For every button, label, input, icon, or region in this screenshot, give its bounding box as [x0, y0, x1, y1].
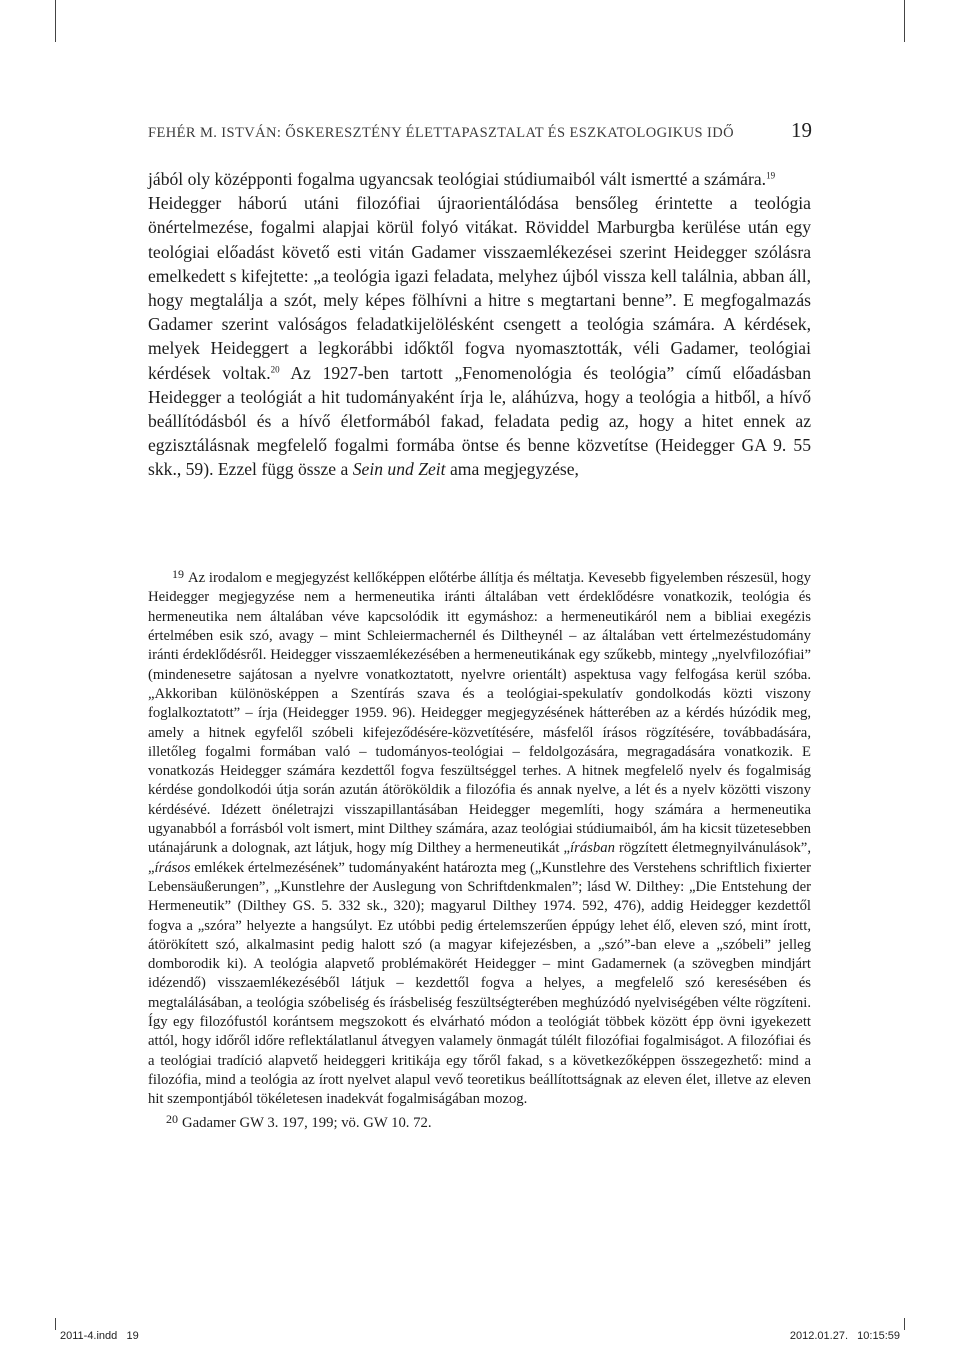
crop-mark-bottom-left — [55, 1318, 56, 1330]
footnote-19-text-b: rögzített életmegnyilvánulások”, „ — [148, 840, 811, 876]
footnote-20-number: 20 — [166, 1111, 178, 1126]
book-title-italic: Sein und Zeit — [352, 459, 446, 480]
footnote-19-italic-1: írásban — [570, 840, 615, 857]
footnote-19-number: 19 — [172, 567, 184, 581]
footnote-19-italic-2: írásos — [154, 859, 191, 876]
paragraph-2-text-c: ama megjegyzése, — [445, 459, 579, 480]
slug-timestamp: 2012.01.27. 10:15:59 — [789, 1330, 900, 1342]
paragraph-1 — [148, 167, 811, 191]
footnote-20 — [148, 1110, 811, 1133]
crop-mark-top-left — [55, 0, 56, 42]
slug-file: 2011-4.indd 19 — [60, 1330, 139, 1342]
footnote-19 — [148, 565, 811, 1110]
paragraph-2-text-a: Heidegger háború utáni filozófiai újraorientálódása bensőleg érintette a teológia önértelmezése, fogalmi alapjai körül folyó vitákat. Röviddel Marburgba kerülése után egy teológiai előadást követő esti vitán Gadamer visszaemlékezései szerint Heidegger szólásra emelkedett s kifejtette: „a teológia igazi feladata, melyhez újból vissza kell találnia, abban áll, hogy megtalálja a szót, mely képes fölhívni a hitre s megtartani benne”. E megfogalmazás Gadamer szerint valóságos feladatkijelölésként csengett a teológia számára. A kérdések, melyek Heideggert a legkorábbi időktől fogva nyomasztották, véli Gadamer, teológiai kérdések voltak. — [148, 193, 811, 383]
footnote-19-text-a: Az irodalom e megjegyzést kellőképpen előtérbe állítja és méltatja. Kevesebb figyelemben részesül, hogy Heidegger megjegyzése nem a hermeneutika iránti általában vett érdeklődésre vonatkozik, teológia és hermeneutika nem általában véve kapcsolódik itt egymáshoz: a hermeneutikáról nem a bibliai exegézis értelmében esik szó, avagy – mint Schleiermachernél és Diltheynél – az általában vett értelmezéstudomány iránti érdeklődésről. Heidegger visszaemlékezésében a hermeneutikának egy szűkebb, mintegy „nyelvfilozófiai” (mindenesetre sajátosan a nyelvre vonatkoztatott, nyelvre orientált) aspektusa vagy felfogása kerül szóba. „Akkoriban különösképpen a Szentírás szava és a teológiai-spekulatív gondolkodás közti viszony foglalkoztatott” – írja (Heidegger 1959. 96). Heidegger megjegyzésének hátterében az a kérdés húzódik meg, amely a hitnek egyfelől szóbeli kifejeződésére-közvetítésére, másfelől írásos rögzítésére, továbbadására, illetőleg fogalmi formában való – tudományos-teológiai – feldolgozására, megragadására vonatkozik. E vonatkozás Heidegger számára kezdettől fogva feszültséggel terhes. A hitnek megfelelő nyelv és fogalmiság kérdése gondolkodói útja során azután átörököldik a filozófia és annak nyelve, a lét és a nyelv közötti viszony kérdésévé. Idézett önéletrajzi visszapillantásában Heidegger megemlíti, hogy számára a hermeneutika ugyanabból a forrásból volt ismert, mint Dilthey számára, azaz teológiai stúdiumaiból, ám ha kicsit tüzetesebben utánajárunk a dolognak, azt látjuk, hogy míg Dilthey a hermeneutikát „ — [148, 570, 811, 857]
footnote-ref-20[interactable]: 20 — [270, 363, 280, 374]
running-title: FEHÉR M. ISTVÁN: ŐSKERESZTÉNY ÉLETTAPASZTALAT ÉS ESZKATOLOGIKUS IDŐ — [148, 125, 734, 141]
paragraph-2 — [148, 191, 811, 481]
running-header — [148, 118, 812, 148]
paragraph-2-text-b: Az 1927-ben tartott „Fenomenológia és teológia” című előadásban Heidegger a teológiát a hit tudományaként írja le, aláhúzva, hogy a teológia a hitből, a hívő beállítódásból és a hívő életformából fakad, feladata pedig az, hogy a hitet ennek az egzisztálásnak megfelelő fogalmi formába öntse és benne közvetítse (Heidegger GA 9. 55 skk., 59). Ezzel függ össze a — [148, 362, 812, 480]
print-slug — [60, 1330, 900, 1342]
footnote-20-text: Gadamer GW 3. 197, 199; vö. GW 10. 72. — [182, 1114, 432, 1131]
paragraph-1-text: jából oly középponti fogalma ugyancsak teológiai stúdiumaiból vált ismertté a számára. — [148, 169, 767, 189]
page-number: 19 — [791, 118, 812, 142]
main-text — [148, 167, 811, 482]
crop-mark-bottom-right — [904, 1318, 905, 1330]
footnote-19-text-c: emlékek értelmezésének” tudományaként határozta meg („Kunstlehre des Verstehens schriftlich fixierter Lebensäußerungen”, „Kunstlehre der Auslegung von Schriftdenkmalen”; lásd W. Dilthey: „Die Entstehung der Hermeneutik” (Dilthey GS. 5. 332 sk., 320); magyarul Dilthey 1974. 592, 476), addig Heidegger kezdettől fogva a „szóra” helyezte a hangsúlyt. Ez utóbbi pedig értelemszerűen éppúgy lehet élő, eleven szó, mint írott, átörökített szó, alkalmasint pedig halott szó (a magyar kifejezésben, a „szó”-ban eleve a „szóbeli” jelleg domborodik ki). A teológia alapvető problémakörét Heidegger – mint Gadamernek (a szövegben mindjárt idézendő) visszaemlékezéséből látjuk – kezdettől fogva a helyes, a megfelelő szó keresésében és megtalálásában, a teológia szóbeliség és írásbeliség feszültségterében meghúzódó nyelviségében vélte rögzíteni. Így egy filozófustól korántsem megszokott és elvárható módon a teológiát többek között épp övni igyekezett attól, hogy időről időre reflektálatlanul átvegyen valamely önmagát túlélt filozófiai fogalmiságot. A filozófiai és a teológiai tradíció alapvető heideggeri kritikája egy tőről fakad, s a következőképpen összegezhető: mind a filozófia, mind a teológia az írott nyelvet alapul vevő teoretikus beállítottságnak az eleven élet, illetve az eleven hit szempontjából tökéletesen inadekvát fogalmiságában mozog. — [148, 859, 811, 1108]
footnote-ref-19[interactable]: 19 — [766, 170, 776, 181]
footnotes — [148, 565, 811, 1133]
crop-mark-top-right — [904, 0, 905, 42]
